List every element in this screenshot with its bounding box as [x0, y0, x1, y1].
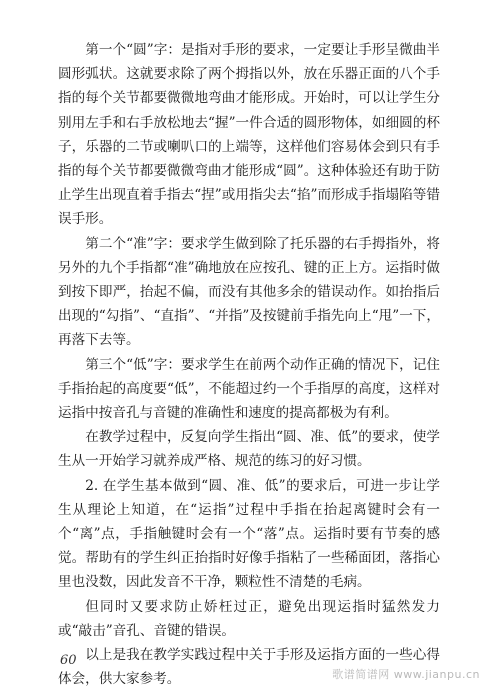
paragraph-conclusion: 以上是我在教学实践过程中关于手形及运指方面的一些心得体会，供大家参考。 — [58, 647, 440, 688]
paragraph-zhun: 第二个“准”字：要求学生做到除了托乐器的右手拇指外，将另外的九个手指都“准”确地放在应按孔、键的正上方。运指时做到按下即严，抬起不偏，而没有其他多余的错误动作。如抬指后出现的“勾指”、“直指”、“并指”及按键前手指先向上“甩”一下，再落下去等。 — [58, 235, 440, 349]
paragraph-di: 第三个“低”字：要求学生在前两个动作正确的情况下，记住手指抬起的高度要“低”，不能超过约一个手指厚的高度，这样对运指中按音孔与音键的准确性和速度的提高都极为有利。 — [58, 356, 440, 422]
paragraph-yuan: 第一个“圆”字：是指对手形的要求，一定要让手形呈微曲半圆形弧状。这就要求除了两个拇指以外，放在乐器正面的八个手指的每个关节都要微微地弯曲才能形成。开始时，可以让学生分别用左手和右手放松地去“握”一件合适的圆形物体，如细圆的杯子，乐器的二节或喇叭口的上端等，这样他们容易体会到只有手指的每个关节都要微微弯曲才能形成“圆”。这种体验还有助于防止学生出现直着手指去“捏”或用指尖去“掐”而形成手指塌陷等错误手形。 — [58, 42, 440, 228]
paragraph-teaching-process: 在教学过程中，反复向学生指出“圆、准、低”的要求，使学生从一开始学习就养成严格、规范的练习的好习惯。 — [58, 429, 440, 470]
paragraph-point-2: 2. 在学生基本做到“圆、准、低”的要求后，可进一步让学生从理论上知道，在“运指”过程中手指在抬起离键时会有一个“离”点，手指触键时会有一个“落”点。运指时要有节奏的感觉。帮助有的学生纠正抬指时好像手指粘了一些稀面团，落指心里也没数，因此发音不干净，颗粒性不清楚的毛病。 — [58, 477, 440, 591]
paragraph-caution: 但同时又要求防止娇枉过正，避免出现运指时猛然发力或“敲击”音孔、音键的错误。 — [58, 598, 440, 639]
body-text — [58, 38, 440, 691]
site-watermark: 歌谱简谱网 www.jianpu.cn — [332, 668, 480, 681]
page-number: 60 — [60, 653, 77, 668]
